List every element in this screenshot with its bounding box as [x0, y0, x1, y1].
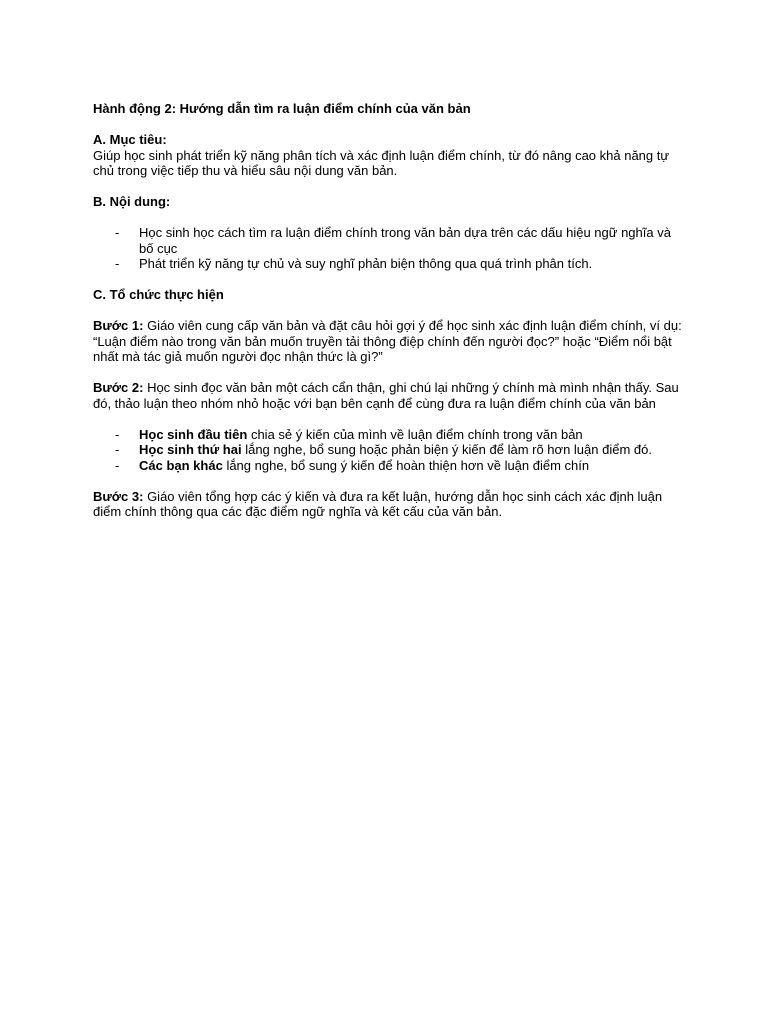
list-item: [93, 225, 683, 256]
list-item-bold: Học sinh đầu tiên: [139, 426, 248, 442]
list-item-text: Phát triển kỹ năng tự chủ và suy nghĩ phản biện thông qua quá trình phân tích.: [139, 256, 593, 271]
list-marker: -: [115, 426, 120, 442]
list-item-text: lắng nghe, bổ sung ý kiến để hoàn thiện hơn về luận điểm chín: [222, 457, 590, 473]
list-item-bold: Các bạn khác: [139, 457, 223, 473]
list-marker: -: [115, 225, 120, 240]
step-2-label: Bước 2:: [93, 380, 144, 395]
step-1-paragraph: [93, 318, 683, 365]
step-3-text: Giáo viên tổng hợp các ý kiến và đưa ra kết luận, hướng dẫn học sinh cách xác định luận điểm chính thông qua các đặc điểm ngữ nghĩa và kết cấu của văn bản.: [93, 488, 663, 519]
list-item-text: lắng nghe, bổ sung hoặc phản biện ý kiến để làm rõ hơn luận điểm đó.: [241, 442, 652, 457]
section-b-list: [93, 225, 683, 272]
step-2-paragraph: [93, 380, 683, 411]
section-a-text: Giúp học sinh phát triển kỹ năng phân tích và xác định luận điểm chính, từ đó nâng cao khả năng tự chủ trong việc tiếp thu và hiểu sâu nội dung văn bản.: [93, 147, 670, 178]
list-marker: -: [115, 457, 120, 473]
step-1-label: Bước 1:: [93, 318, 144, 333]
step-3-label: Bước 3:: [93, 488, 144, 504]
step-2-list: [93, 427, 683, 474]
section-b-heading: B. Nội dung:: [93, 194, 171, 209]
list-item: [93, 427, 683, 443]
step-1-text: Giáo viên cung cấp văn bản và đặt câu hỏi gợi ý để học sinh xác định luận điểm chính, ví dụ: “Luận điểm nào trong văn bản muốn truyền tải thông điệp chính đến người đọc?” hoặc “Điểm nổi bật nhất mà tác giả muốn người đọc nhận thức là gì?”: [93, 318, 682, 364]
list-marker: -: [115, 256, 120, 271]
section-c-heading: C. Tổ chức thực hiện: [93, 287, 224, 302]
list-item-text: Học sinh học cách tìm ra luận điểm chính trong văn bản dựa trên các dấu hiệu ngữ nghĩa và bố cục: [139, 225, 671, 256]
list-item-bold: Học sinh thứ hai: [139, 442, 242, 457]
document-page: [93, 101, 683, 520]
step-3-paragraph: [93, 489, 683, 520]
list-item-text: chia sẻ ý kiến của mình về luận điểm chính trong văn bản: [247, 426, 583, 442]
section-a-heading: A. Mục tiêu:: [93, 132, 167, 147]
list-item: [93, 458, 683, 474]
step-2-text: Học sinh đọc văn bản một cách cẩn thận, ghi chú lại những ý chính mà mình nhận thấy. Sau đó, thảo luận theo nhóm nhỏ hoặc với bạn bên cạnh để cùng đưa ra luận điểm chính của văn bản: [93, 380, 679, 411]
list-item: [93, 256, 683, 272]
list-marker: -: [115, 442, 120, 457]
list-item: [93, 442, 683, 458]
document-title: Hành động 2: Hướng dẫn tìm ra luận điểm chính của văn bản: [93, 101, 471, 116]
